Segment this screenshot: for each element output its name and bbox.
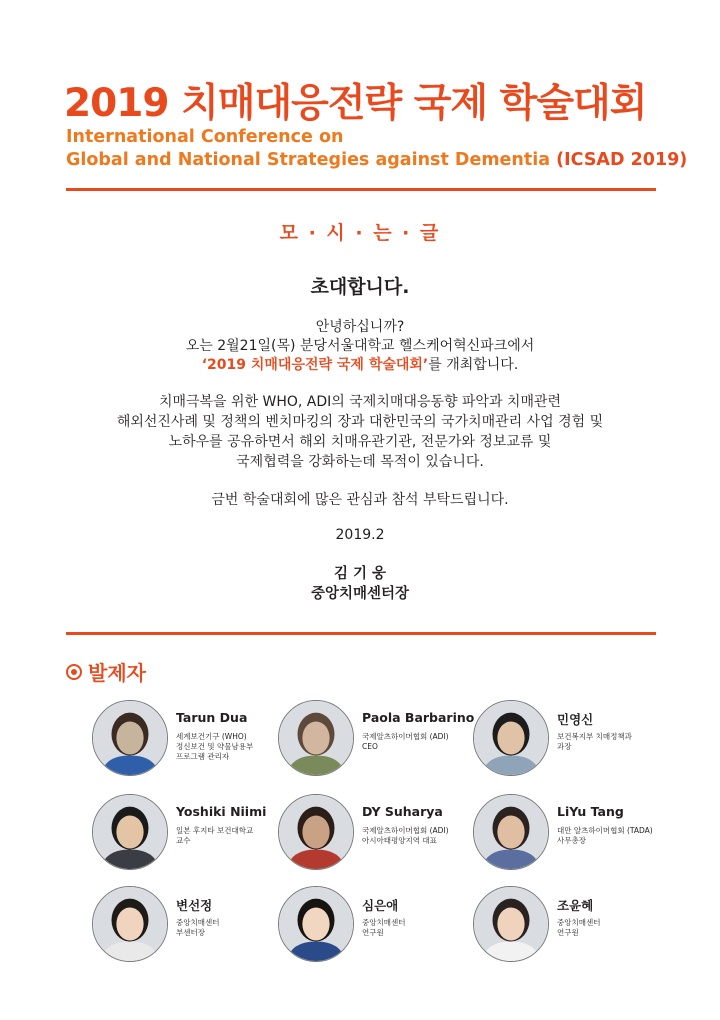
speaker-photo: [278, 794, 354, 870]
conference-title: 2019 치매대응전략 국제 학술대회: [64, 81, 647, 126]
speaker-card: [92, 794, 302, 874]
invitation-greeting: 초대합니다.: [310, 276, 410, 298]
speaker-name: Paola Barbarino: [362, 710, 475, 725]
invitation-closing: 금번 학술대회에 많은 관심과 참석 부탁드립니다.: [211, 492, 509, 508]
speaker-photo: [278, 700, 354, 776]
speaker-affiliation-line: 일본 후지타 보건대학교: [176, 826, 254, 835]
speaker-affiliation-line: 대만 알츠하이머협회 (TADA): [557, 826, 653, 835]
speaker-card: [278, 886, 488, 966]
speaker-photo: [92, 700, 168, 776]
conference-name-highlight: ‘2019 치매대응전략 국제 학술대회’: [201, 357, 429, 373]
invitation-heading: 모 · 시 · 는 · 글: [279, 222, 441, 244]
speaker-affiliation-line: 부센터장: [176, 928, 205, 937]
speaker-affiliation-line: 사무총장: [557, 836, 586, 845]
speaker-affiliation: [557, 826, 653, 846]
invitation-line: 노하우를 공유하면서 해외 치매유관기관, 전문가와 정보교류 및: [168, 434, 552, 450]
speaker-affiliation-line: 과장: [557, 742, 572, 751]
speaker-affiliation: [176, 732, 253, 762]
conference-acronym: (ICSAD 2019): [556, 150, 688, 170]
speaker-name: 민영신: [557, 712, 594, 727]
speaker-affiliation-line: 중앙치매센터: [557, 918, 601, 927]
speaker-affiliation: [557, 732, 632, 752]
speaker-card: [473, 886, 683, 966]
speaker-card: [92, 886, 302, 966]
speaker-affiliation-line: CEO: [362, 742, 378, 751]
invitation-date: 2019.2: [335, 527, 385, 543]
speakers-heading: [66, 657, 146, 686]
speaker-photo: [92, 886, 168, 962]
invitation-line-rest: 를 개최합니다.: [428, 357, 519, 373]
speaker-card: [92, 700, 302, 780]
speaker-affiliation-line: 프로그램 관리자: [176, 752, 230, 761]
speaker-affiliation-line: 교수: [176, 836, 191, 845]
speaker-affiliation-line: 연구원: [362, 928, 384, 937]
target-icon: [66, 664, 82, 680]
invitation-line: [0, 354, 720, 374]
speaker-affiliation-line: 정신보건 및 약물남용부: [176, 742, 254, 751]
speakers-heading-text: 발제자: [88, 661, 146, 685]
speaker-name: Tarun Dua: [176, 710, 248, 725]
speaker-name: DY Suharya: [362, 804, 443, 819]
divider-bottom: [66, 632, 656, 635]
speaker-affiliation: [362, 732, 449, 752]
speaker-affiliation-line: 연구원: [557, 928, 579, 937]
speaker-name: Yoshiki Niimi: [176, 804, 267, 819]
speaker-affiliation: [362, 826, 449, 846]
speaker-affiliation: [362, 918, 405, 938]
speaker-affiliation-line: 아시아태평양지역 대표: [362, 836, 437, 845]
speaker-affiliation-line: 중앙치매센터: [176, 918, 220, 927]
speaker-affiliation-line: 보건복지부 치매정책과: [557, 732, 632, 741]
divider-top: [66, 188, 656, 191]
speaker-affiliation-line: 중앙치매센터: [362, 918, 406, 927]
speaker-photo: [473, 794, 549, 870]
english-subtitle-line1: International Conference on: [66, 127, 344, 147]
speaker-affiliation-line: 국제알츠하이머협회 (ADI): [362, 826, 449, 835]
invitation-line: 치매극복을 위한 WHO, ADI의 국제치매대응동향 파악과 치매관련: [158, 394, 562, 410]
signer-title: 중앙치매센터장: [310, 586, 410, 602]
invitation-line: 오는 2월21일(목) 분당서울대학교 헬스케어혁신파크에서: [185, 338, 535, 354]
speaker-name: 조윤혜: [557, 898, 594, 913]
speaker-photo: [278, 886, 354, 962]
speaker-name: 변선정: [176, 898, 213, 913]
speaker-card: [278, 794, 488, 874]
speaker-card: [278, 700, 488, 780]
speaker-affiliation-line: 국제알츠하이머협회 (ADI): [362, 732, 449, 741]
speaker-card: [473, 700, 683, 780]
speaker-card: [473, 794, 683, 874]
speaker-photo: [473, 886, 549, 962]
speaker-name: 심은애: [362, 898, 399, 913]
invitation-line: 안녕하십니까?: [315, 319, 405, 335]
english-subtitle-text: Global and National Strategies against Dementia: [66, 150, 551, 170]
english-subtitle-line2: [66, 150, 687, 170]
invitation-line: 해외선진사례 및 정책의 벤치마킹의 장과 대한민국의 국가치매관리 사업 경험 및: [116, 414, 604, 430]
speaker-affiliation-line: 세계보건기구 (WHO): [176, 732, 247, 741]
invitation-line: 국제협력을 강화하는데 목적이 있습니다.: [236, 454, 484, 470]
signer-name: 김 기 웅: [333, 566, 387, 582]
speaker-photo: [473, 700, 549, 776]
speaker-affiliation: [176, 918, 219, 938]
speaker-affiliation: [176, 826, 253, 846]
speaker-affiliation: [557, 918, 600, 938]
speaker-name: LiYu Tang: [557, 804, 624, 819]
speaker-photo: [92, 794, 168, 870]
